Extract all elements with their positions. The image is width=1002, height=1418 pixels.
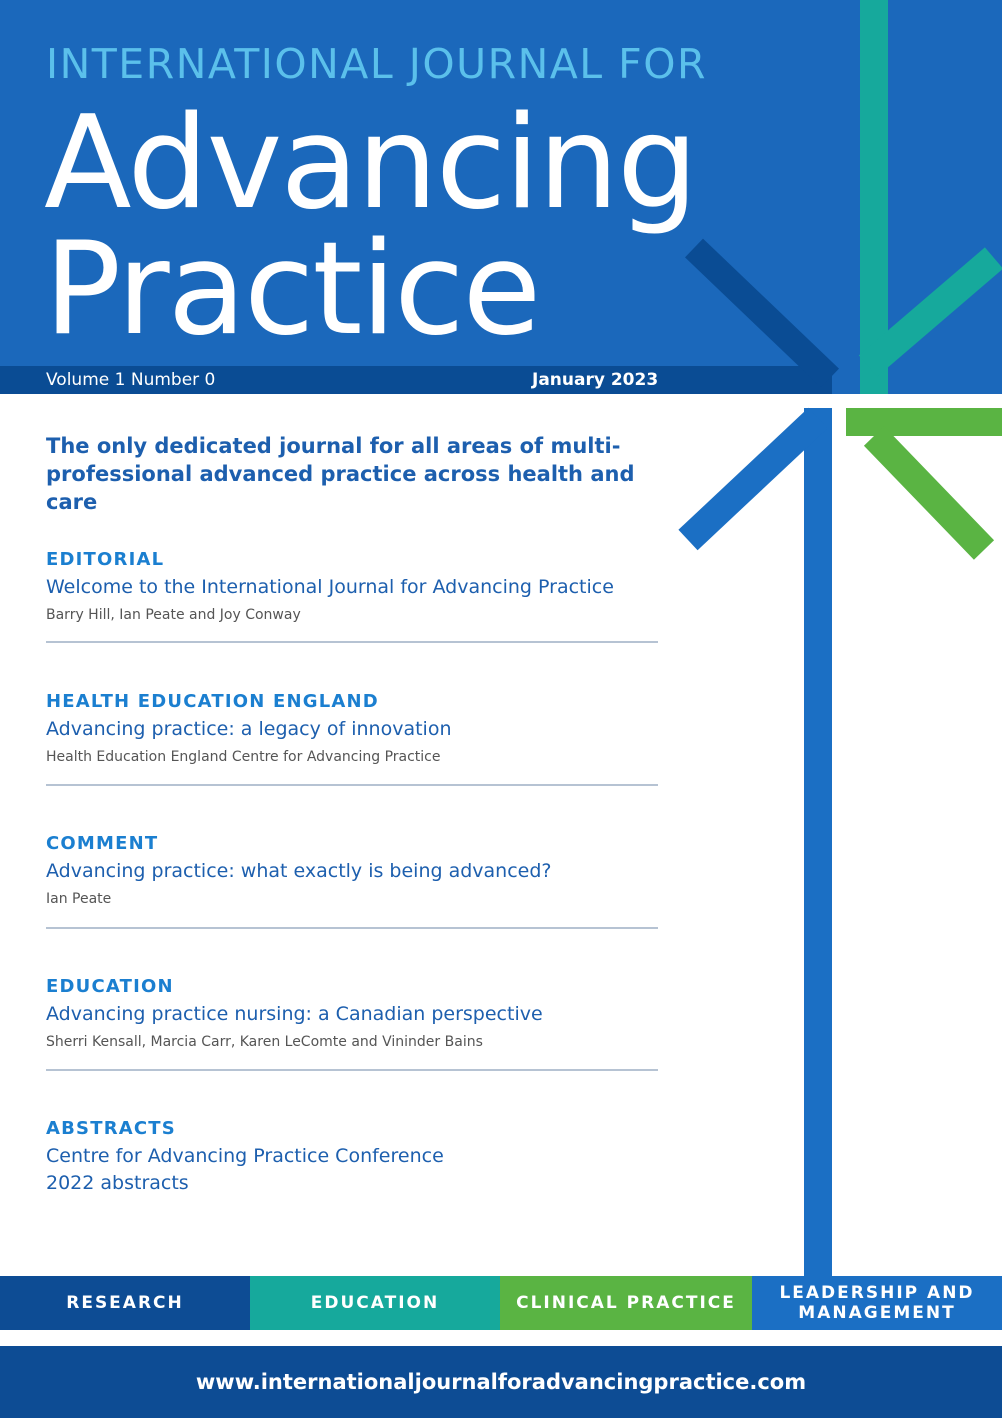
footer-url[interactable]: www.internationaljournalforadvancingpractice.com xyxy=(0,1346,1002,1418)
article-item[interactable] xyxy=(46,975,658,1050)
article-authors: Ian Peate xyxy=(46,891,112,907)
issue-date: January 2023 xyxy=(532,370,659,390)
divider xyxy=(46,641,658,643)
article-authors: Sherri Kensall, Marcia Carr, Karen LeComte and Vininder Bains xyxy=(46,1034,483,1050)
category-education[interactable]: EDUCATION xyxy=(250,1276,500,1330)
category-leadership-and-management[interactable]: LEADERSHIP AND MANAGEMENT xyxy=(752,1276,1002,1330)
divider xyxy=(46,784,658,786)
volume-number: Volume 1 Number 0 xyxy=(46,370,216,390)
article-section: ABSTRACTS xyxy=(46,1118,176,1139)
article-title: Welcome to the International Journal for Advancing Practice xyxy=(46,576,614,598)
green-arrow-head xyxy=(874,436,984,550)
article-title: Advancing practice: a legacy of innovation xyxy=(46,718,452,740)
article-item[interactable] xyxy=(46,690,658,765)
article-section: COMMENT xyxy=(46,833,159,854)
journal-tagline: The only dedicated journal for all areas of multi-professional advanced practice across health and care xyxy=(46,434,635,514)
journal-title-line-2: Practice xyxy=(44,215,540,364)
article-item[interactable] xyxy=(46,832,658,907)
article-authors: Health Education England Centre for Advancing Practice xyxy=(46,749,441,765)
article-section: HEALTH EDUCATION ENGLAND xyxy=(46,691,379,712)
journal-eyebrow: INTERNATIONAL JOURNAL FOR xyxy=(46,40,708,88)
dark-blue-arrow-head xyxy=(694,248,830,378)
article-authors: Barry Hill, Ian Peate and Joy Conway xyxy=(46,607,301,623)
article-item[interactable] xyxy=(46,548,658,623)
divider xyxy=(46,1069,658,1071)
article-title: Advancing practice: what exactly is being advanced? xyxy=(46,860,552,882)
article-section: EDUCATION xyxy=(46,976,174,997)
category-clinical-practice[interactable]: CLINICAL PRACTICE xyxy=(500,1276,752,1330)
article-title: Advancing practice nursing: a Canadian perspective xyxy=(46,1003,543,1025)
divider xyxy=(46,927,658,929)
article-title: Centre for Advancing Practice Conference 2022 abstracts xyxy=(46,1145,444,1194)
article-item[interactable] xyxy=(46,1117,446,1197)
blue-arrow-head xyxy=(688,418,818,540)
category-research[interactable]: RESEARCH xyxy=(0,1276,250,1330)
journal-title-line-1: Advancing xyxy=(44,89,697,238)
article-section: EDITORIAL xyxy=(46,549,165,570)
